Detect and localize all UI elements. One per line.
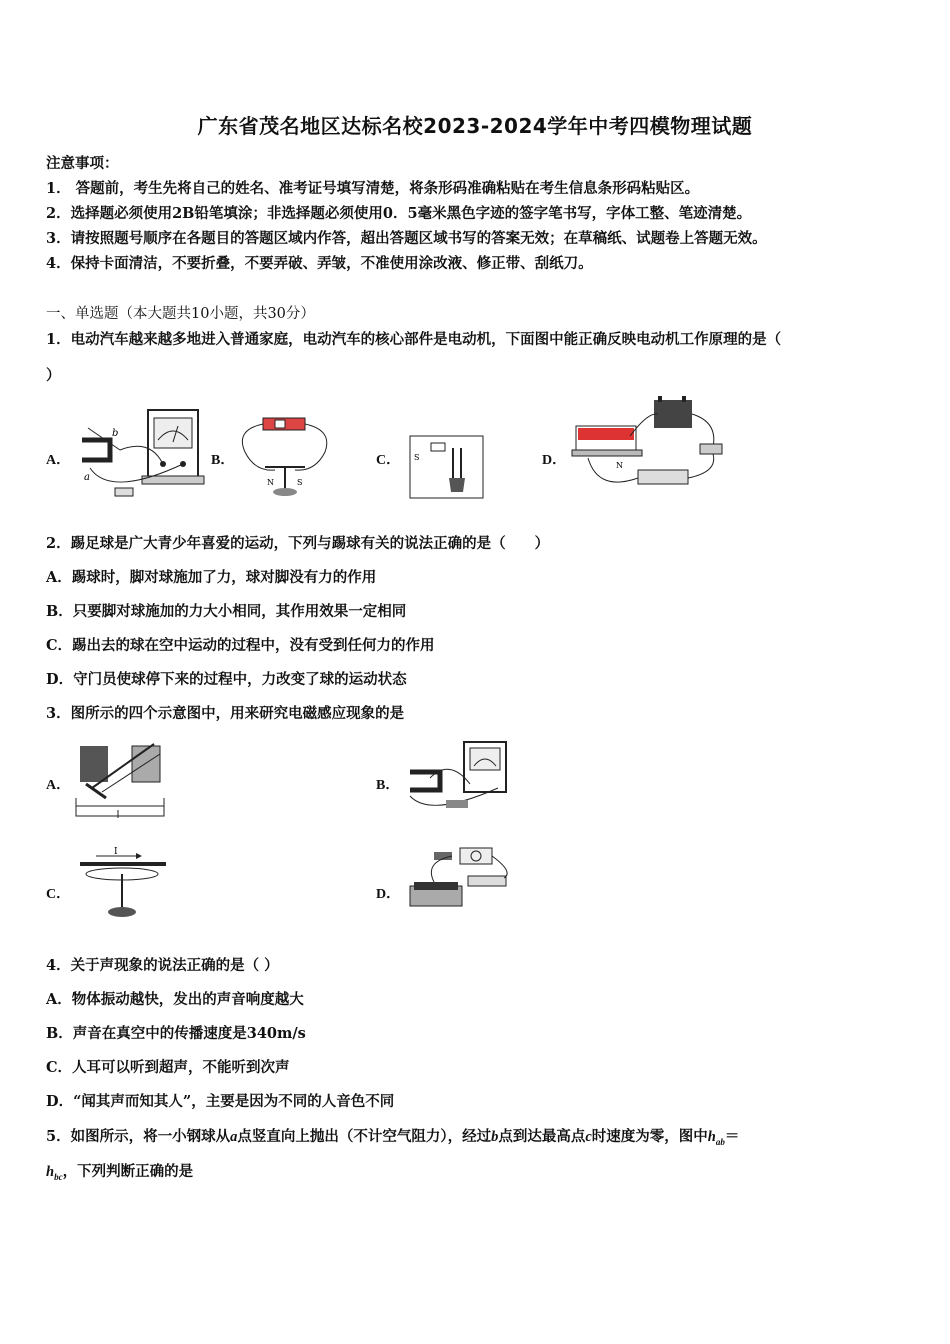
question-3-stem: 3．图所示的四个示意图中，用来研究电磁感应现象的是 — [46, 705, 405, 722]
q4-option: A．物体振动越快，发出的声音响度越大 — [46, 991, 304, 1008]
fig-label-s: S — [297, 478, 303, 487]
question-1-stem: 1．电动汽车越来越多地进入普通家庭，电动汽车的核心部件是电动机，下面图中能正确反映电动机工作原理的是（ — [46, 331, 782, 348]
fig-label-a: a — [84, 472, 90, 483]
q1-option-d-label: D． — [542, 453, 567, 468]
question-4-stem: 4．关于声现象的说法正确的是（ ） — [46, 957, 279, 974]
q1-figure-d — [568, 392, 730, 502]
notice-item: 4．保持卡面清洁，不要折叠，不要弄破、弄皱，不准使用涂改液、修正带、刮纸刀。 — [46, 255, 593, 272]
q2-option: C．踢出去的球在空中运动的过程中，没有受到任何力的作用 — [46, 637, 435, 654]
q1-option-a-label: A． — [46, 453, 71, 468]
q3-option-d-label: D． — [376, 887, 401, 902]
q3-figure-c — [76, 844, 168, 920]
q2-option: A．踢球时，脚对球施加了力，球对脚没有力的作用 — [46, 569, 377, 586]
q3-figure-d — [404, 842, 516, 914]
q4-option: B．声音在真空中的传播速度是340m/s — [46, 1025, 306, 1042]
q3-option-a-label: A． — [46, 778, 71, 793]
q3-option-b-label: B． — [376, 778, 400, 793]
q3-option-c-label: C． — [46, 887, 71, 902]
q3-figure-b — [400, 738, 512, 818]
question-1-stem-end: ） — [46, 367, 61, 384]
q1-figure-a — [70, 398, 205, 503]
notice-item: 1． 答题前，考生先将自己的姓名、准考证号填写清楚，将条形码准确粘贴在考生信息条形码粘贴区。 — [46, 180, 700, 197]
notice-item: 2．选择题必须使用2B铅笔填涂；非选择题必须使用0．5毫米黑色字迹的签字笔书写，字体工整、笔迹清楚。 — [46, 205, 752, 222]
q1-option-b-label: B． — [211, 453, 235, 468]
q2-option: B．只要脚对球施加的力大小相同，其作用效果一定相同 — [46, 603, 407, 620]
fig-label-b: b — [112, 428, 119, 439]
notice-heading: 注意事项： — [46, 155, 119, 172]
question-2-stem: 2．踢足球是广大青少年喜爱的运动，下列与踢球有关的说法正确的是（ ） — [46, 535, 550, 552]
q1-option-c-label: C． — [376, 453, 401, 468]
question-5-stem: 5．如图所示，将一小钢球从a点竖直向上抛出（不计空气阻力），经过b点到达最高点c时速度为零，图中$h_{ab}=$ — [46, 1128, 740, 1147]
fig-label-n: N — [267, 478, 274, 487]
q1-figure-b — [235, 412, 335, 502]
q3-figure-a — [72, 740, 170, 818]
fig-label-s: S — [414, 453, 420, 462]
q1-figure-c — [405, 428, 490, 502]
fig-label-i: I — [114, 847, 118, 857]
q2-option: D．守门员使球停下来的过程中，力改变了球的运动状态 — [46, 671, 407, 688]
fig-label-n: N — [616, 461, 623, 470]
q4-option: D．“闻其声而知其人”，主要是因为不同的人音色不同 — [46, 1093, 395, 1110]
section-heading: 一、单选题（本大题共10小题，共30分） — [46, 306, 315, 322]
page-title: 广东省茂名地区达标名校2023-2024学年中考四模物理试题 — [197, 114, 753, 138]
q4-option: C．人耳可以听到超声，不能听到次声 — [46, 1059, 290, 1076]
notice-item: 3．请按照题号顺序在各题目的答题区域内作答，超出答题区域书写的答案无效；在草稿纸、试题卷上答题无效。 — [46, 230, 767, 247]
question-5-stem-cont: $h_{bc}$，下列判断正确的是 — [46, 1163, 194, 1182]
